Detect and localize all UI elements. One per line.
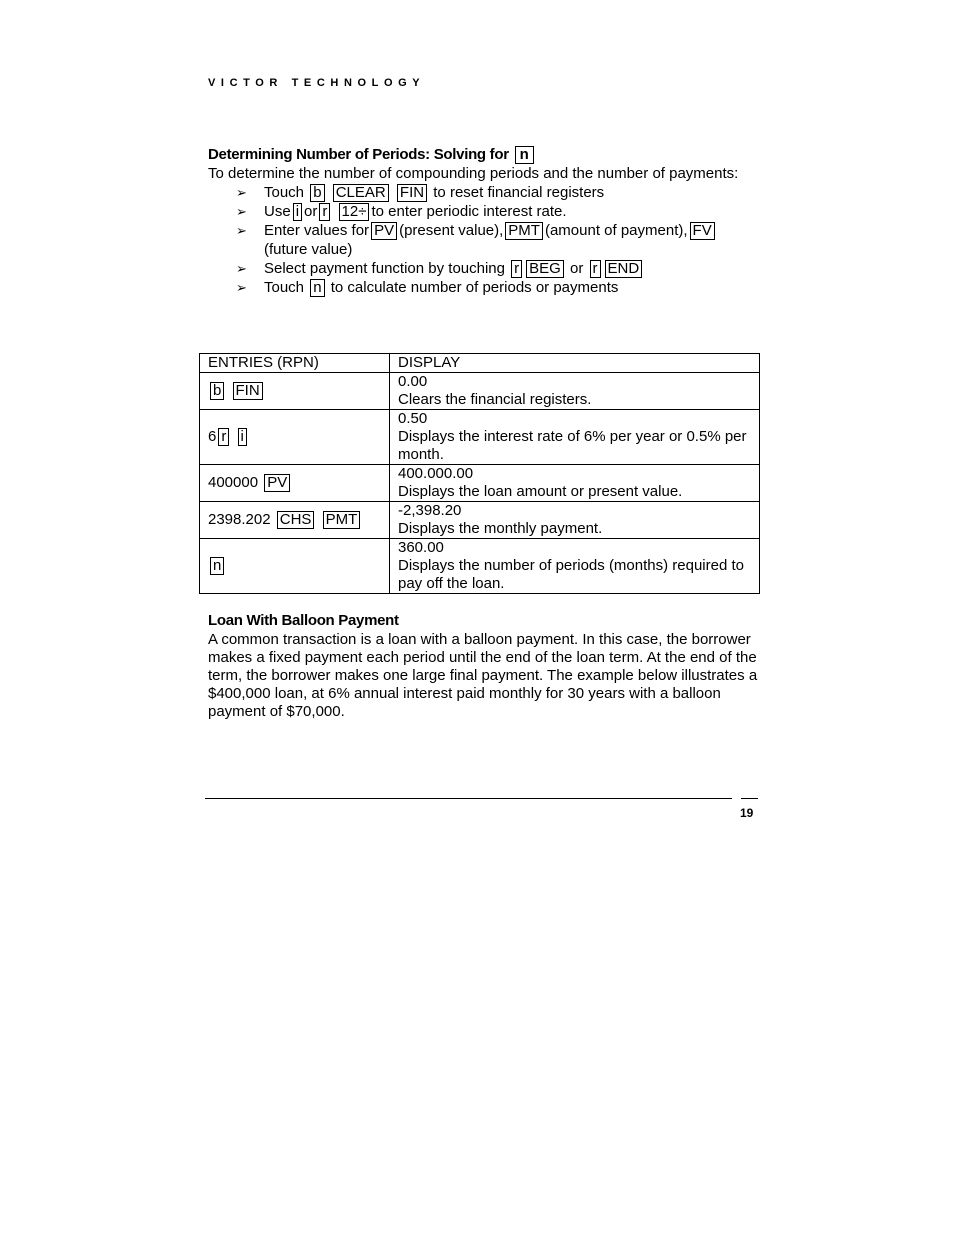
- display-cell: [390, 539, 760, 594]
- display-description: Displays the monthly payment.: [398, 520, 603, 537]
- body-paragraph: A common transaction is a loan with a balloon payment. In this case, the borrower makes a fixed payment each period until the end of the loan term. At the end of the term, the borrower makes one large final payment. The example below illustrates a $400,000 loan, at 6% annual interest paid monthly for 30 years with a balloon payment of $70,000.: [208, 631, 758, 720]
- key-i: i: [293, 203, 302, 221]
- table-header-row: [200, 354, 760, 373]
- section-title: Loan With Balloon Payment: [208, 612, 399, 629]
- display-cell: [390, 502, 760, 539]
- display-cell: [390, 410, 760, 465]
- key-r: r: [218, 428, 229, 446]
- display-description: Displays the number of periods (months) required to pay off the loan.: [398, 557, 744, 592]
- entry-cell: 2398.202 CHS PMT: [200, 502, 390, 539]
- list-item: ➢ Select payment function by touching r BEG or r END: [236, 259, 760, 278]
- display-description: Displays the interest rate of 6% per year or 0.5% per month.: [398, 428, 747, 463]
- key-n: n: [515, 146, 534, 164]
- key-pv: PV: [264, 474, 290, 492]
- display-value: 0.00: [398, 373, 428, 390]
- arrow-bullet-icon: ➢: [236, 261, 247, 276]
- section-title: Determining Number of Periods: Solving for n: [208, 145, 760, 165]
- table-row: [200, 502, 760, 539]
- key-r: r: [590, 260, 601, 278]
- intro-paragraph: To determine the number of compounding periods and the number of payments:: [208, 165, 739, 182]
- section-balloon-payment: [208, 611, 760, 721]
- display-value: -2,398.20: [398, 502, 462, 519]
- key-end: END: [605, 260, 643, 278]
- list-item: ➢ Touch n to calculate number of periods or payments: [236, 279, 619, 296]
- key-b: b: [310, 184, 324, 202]
- key-beg: BEG: [526, 260, 564, 278]
- key-chs: CHS: [277, 511, 315, 529]
- list-item: ➢ Enter values for PV (present value), PMT (amount of payment), FV (future value): [236, 221, 760, 259]
- column-header-display: DISPLAY: [390, 354, 760, 373]
- page-number: 19: [740, 806, 754, 820]
- key-pmt: PMT: [323, 511, 361, 529]
- entry-cell: 6 r i: [200, 410, 390, 465]
- arrow-bullet-icon: ➢: [236, 223, 247, 238]
- arrow-bullet-icon: ➢: [236, 204, 247, 219]
- key-12-div: 12÷: [339, 203, 370, 221]
- table-row: [200, 410, 760, 465]
- key-n: n: [310, 279, 324, 297]
- key-b: b: [210, 382, 224, 400]
- table-row: [200, 465, 760, 502]
- list-item: ➢ Touch b CLEAR FIN to reset financial registers: [236, 184, 605, 201]
- key-n: n: [210, 557, 224, 575]
- instruction-list: [208, 183, 760, 297]
- entry-cell: 400000 PV: [200, 465, 390, 502]
- entries-display-table: [199, 353, 760, 594]
- display-description: Displays the loan amount or present value.: [398, 483, 683, 500]
- list-item: ➢ Use i or r 12÷ to enter periodic interest rate.: [236, 203, 567, 220]
- arrow-bullet-icon: ➢: [236, 280, 247, 295]
- column-header-entries: ENTRIES (RPN): [200, 354, 390, 373]
- key-pmt: PMT: [505, 222, 543, 240]
- table-row: [200, 373, 760, 410]
- key-fin: FIN: [233, 382, 263, 400]
- key-clear: CLEAR: [333, 184, 389, 202]
- section-solving-for-n: [208, 145, 760, 297]
- entry-cell: [200, 539, 390, 594]
- display-value: 0.50: [398, 410, 428, 427]
- table-row: [200, 539, 760, 594]
- key-r: r: [319, 203, 330, 221]
- entry-cell: [200, 373, 390, 410]
- display-value: 400.000.00: [398, 465, 474, 482]
- footer-rule: [205, 798, 732, 799]
- display-value: 360.00: [398, 539, 444, 556]
- display-cell: [390, 465, 760, 502]
- key-fv: FV: [690, 222, 715, 240]
- key-fin: FIN: [397, 184, 427, 202]
- running-header: VICTOR TECHNOLOGY: [208, 77, 426, 89]
- key-r: r: [511, 260, 522, 278]
- display-cell: [390, 373, 760, 410]
- footer-rule-short: [741, 798, 758, 799]
- key-pv: PV: [371, 222, 397, 240]
- arrow-bullet-icon: ➢: [236, 185, 247, 200]
- key-i: i: [238, 428, 247, 446]
- display-description: Clears the financial registers.: [398, 391, 592, 408]
